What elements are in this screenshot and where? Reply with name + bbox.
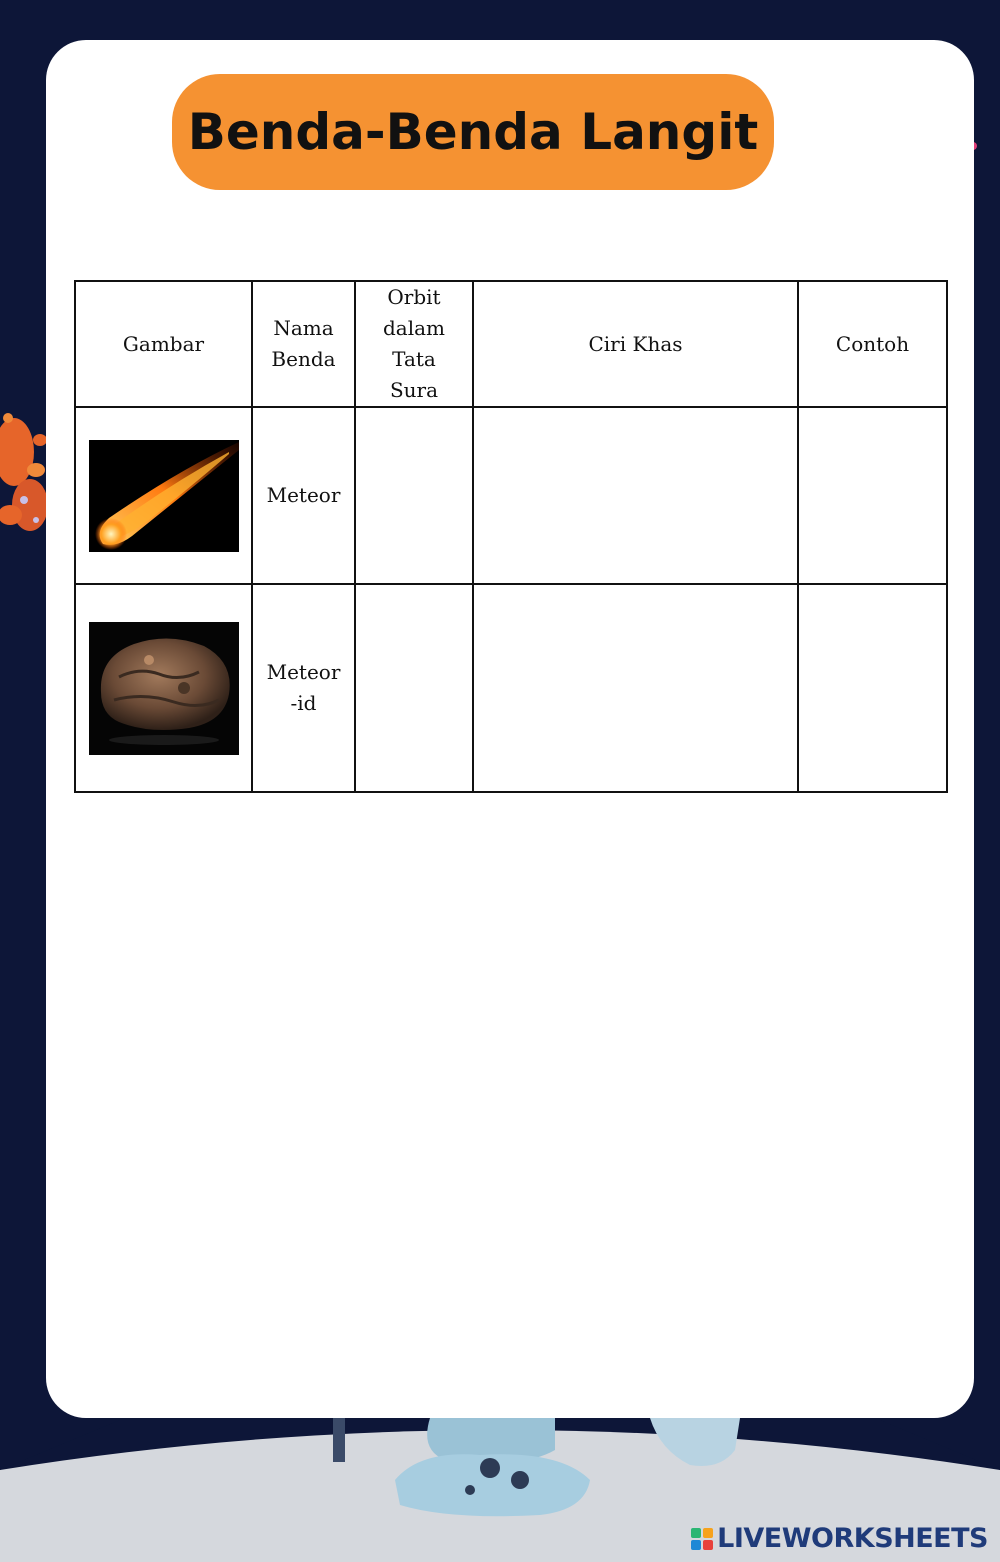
liveworksheets-icon [691, 1528, 713, 1550]
column-header-nama-benda-label: Nama Benda [271, 316, 336, 371]
title-banner [172, 74, 774, 190]
column-header-gambar: Gambar [75, 281, 252, 407]
column-header-orbit [355, 281, 473, 407]
object-name-label: Meteor-id [266, 660, 341, 715]
meteor-photo [89, 440, 239, 552]
worksheet-title: Benda-Benda Langit [187, 103, 759, 161]
contoh-answer-cell[interactable] [798, 407, 947, 584]
object-name-cell [252, 584, 355, 792]
ciri-khas-answer-cell[interactable] [473, 407, 798, 584]
column-header-ciri-khas: Ciri Khas [473, 281, 798, 407]
meteoroid-photo [89, 622, 239, 755]
orbit-answer-cell[interactable] [355, 407, 473, 584]
contoh-answer-cell[interactable] [798, 584, 947, 792]
column-header-orbit-label: Orbit dalam Tata Sura [382, 285, 445, 402]
column-header-contoh: Contoh [798, 281, 947, 407]
table-header-row [75, 281, 947, 407]
image-cell [75, 407, 252, 584]
table-row [75, 407, 947, 584]
liveworksheets-wordmark: LIVEWORKSHEETS [717, 1523, 988, 1554]
image-cell [75, 584, 252, 792]
orbit-answer-cell[interactable] [355, 584, 473, 792]
celestial-objects-table [74, 280, 948, 793]
liveworksheets-logo [691, 1523, 988, 1554]
object-name-cell: Meteor [252, 407, 355, 584]
table-row [75, 584, 947, 792]
ciri-khas-answer-cell[interactable] [473, 584, 798, 792]
column-header-nama-benda [252, 281, 355, 407]
